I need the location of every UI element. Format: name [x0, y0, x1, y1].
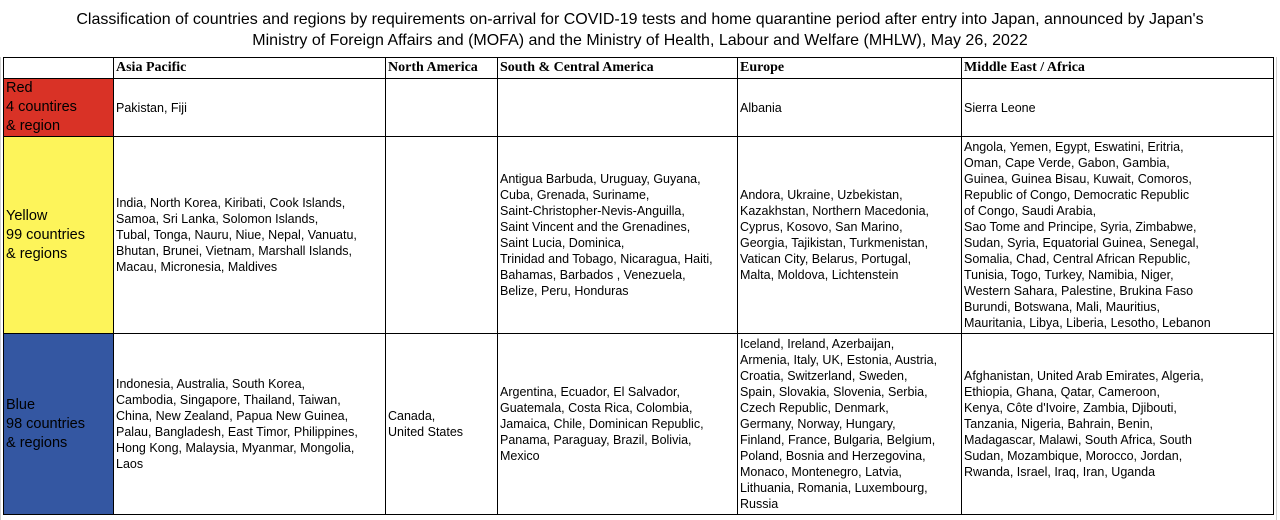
- cell-blue-asia-pacific: Indonesia, Australia, South Korea, Cambodia, Singapore, Thailand, Taiwan, China, New Zealand, Papua New Guinea, Palau, Bangladesh, East Timor, Philippines, Hong Kong, Malaysia, Myanmar, Mongolia, Laos: [114, 334, 386, 515]
- cell-red-middle-east-africa: Sierra Leone: [962, 79, 1274, 137]
- header-row: [4, 58, 1274, 79]
- table-row-yellow: [4, 137, 1274, 334]
- sheet-left-edge: [0, 0, 1, 520]
- header-corner-cell: [4, 58, 114, 79]
- header-asia-pacific: Asia Pacific: [114, 58, 386, 79]
- cell-red-north-america: [386, 79, 498, 137]
- header-north-america: North America: [386, 58, 498, 79]
- cell-yellow-asia-pacific: India, North Korea, Kiribati, Cook Islands, Samoa, Sri Lanka, Solomon Islands, Tubal, Tonga, Nauru, Niue, Nepal, Vanuatu, Bhutan, Brunei, Vietnam, Marshall Islands, Macau, Micronesia, Maldives: [114, 137, 386, 334]
- header-south-central-america: South & Central America: [498, 58, 738, 79]
- header-middle-east-africa: Middle East / Africa: [962, 58, 1274, 79]
- classification-table: [3, 57, 1274, 515]
- cell-red-south-central-america: [498, 79, 738, 137]
- sheet-right-edge: [1276, 0, 1277, 520]
- category-red: Red 4 countires & region: [4, 79, 114, 137]
- cell-red-asia-pacific: Pakistan, Fiji: [114, 79, 386, 137]
- cell-yellow-south-central-america: Antigua Barbuda, Uruguay, Guyana, Cuba, Grenada, Suriname, Saint-Christopher-Nevis-Anguilla, Saint Vincent and the Grenadines, Saint Lucia, Dominica, Trinidad and Tobago, Nicaragua, Haiti, Bahamas, Barbados , Venezuela, Belize, Peru, Honduras: [498, 137, 738, 334]
- cell-blue-south-central-america: Argentina, Ecuador, El Salvador, Guatemala, Costa Rica, Colombia, Jamaica, Chile, Dominican Republic, Panama, Paraguay, Brazil, Bolivia, Mexico: [498, 334, 738, 515]
- table-row-blue: [4, 334, 1274, 515]
- title-line-2: Ministry of Foreign Affairs and (MOFA) and the Ministry of Health, Labour and Welfare (MHLW), May 26, 2022: [252, 32, 1028, 49]
- cell-yellow-europe: Andora, Ukraine, Uzbekistan, Kazakhstan, Northern Macedonia, Cyprus, Kosovo, San Marino, Georgia, Tajikistan, Turkmenistan, Vatican City, Belarus, Portugal, Malta, Moldova, Lichtenstein: [738, 137, 962, 334]
- header-europe: Europe: [738, 58, 962, 79]
- title-line-1: Classification of countries and regions by requirements on-arrival for COVID-19 tests and home quarantine period after entry into Japan, announced by Japan's: [76, 11, 1204, 28]
- cell-red-europe: Albania: [738, 79, 962, 137]
- cell-blue-north-america: Canada, United States: [386, 334, 498, 515]
- cell-blue-middle-east-africa: Afghanistan, United Arab Emirates, Algeria, Ethiopia, Ghana, Qatar, Cameroon, Kenya, Côte d'Ivoire, Zambia, Djibouti, Tanzania, Nigeria, Bahrain, Benin, Madagascar, Malawi, South Africa, South Sudan, Mozambique, Morocco, Jordan, Rwanda, Israel, Iraq, Iran, Uganda: [962, 334, 1274, 515]
- cell-blue-europe: Iceland, Ireland, Azerbaijan, Armenia, Italy, UK, Estonia, Austria, Croatia, Switzerland, Sweden, Spain, Slovakia, Slovenia, Serbia, Czech Republic, Denmark, Germany, Norway, Hungary, Finland, France, Bulgaria, Belgium, Poland, Bosnia and Herzegovina, Monaco, Montenegro, Latvia, Lithuania, Romania, Luxembourg, Russia: [738, 334, 962, 515]
- cell-yellow-north-america: [386, 137, 498, 334]
- category-yellow: Yellow 99 countries & regions: [4, 137, 114, 334]
- cell-yellow-middle-east-africa: Angola, Yemen, Egypt, Eswatini, Eritria, Oman, Cape Verde, Gabon, Gambia, Guinea, Guinea Bisau, Kuwait, Comoros, Republic of Congo, Democratic Republic of Congo, Saudi Arabia, Sao Tome and Principe, Syria, Zimbabwe, Sudan, Syria, Equatorial Guinea, Senegal, Somalia, Chad, Central African Republic, Tunisia, Togo, Turkey, Namibia, Niger, Western Sahara, Palestine, Brukina Faso Burundi, Botswana, Mali, Mauritius, Mauritania, Libya, Liberia, Lesotho, Lebanon: [962, 137, 1274, 334]
- category-blue: Blue 98 countries & regions: [4, 334, 114, 515]
- table-row-red: [4, 79, 1274, 137]
- page-title: [0, 0, 1280, 57]
